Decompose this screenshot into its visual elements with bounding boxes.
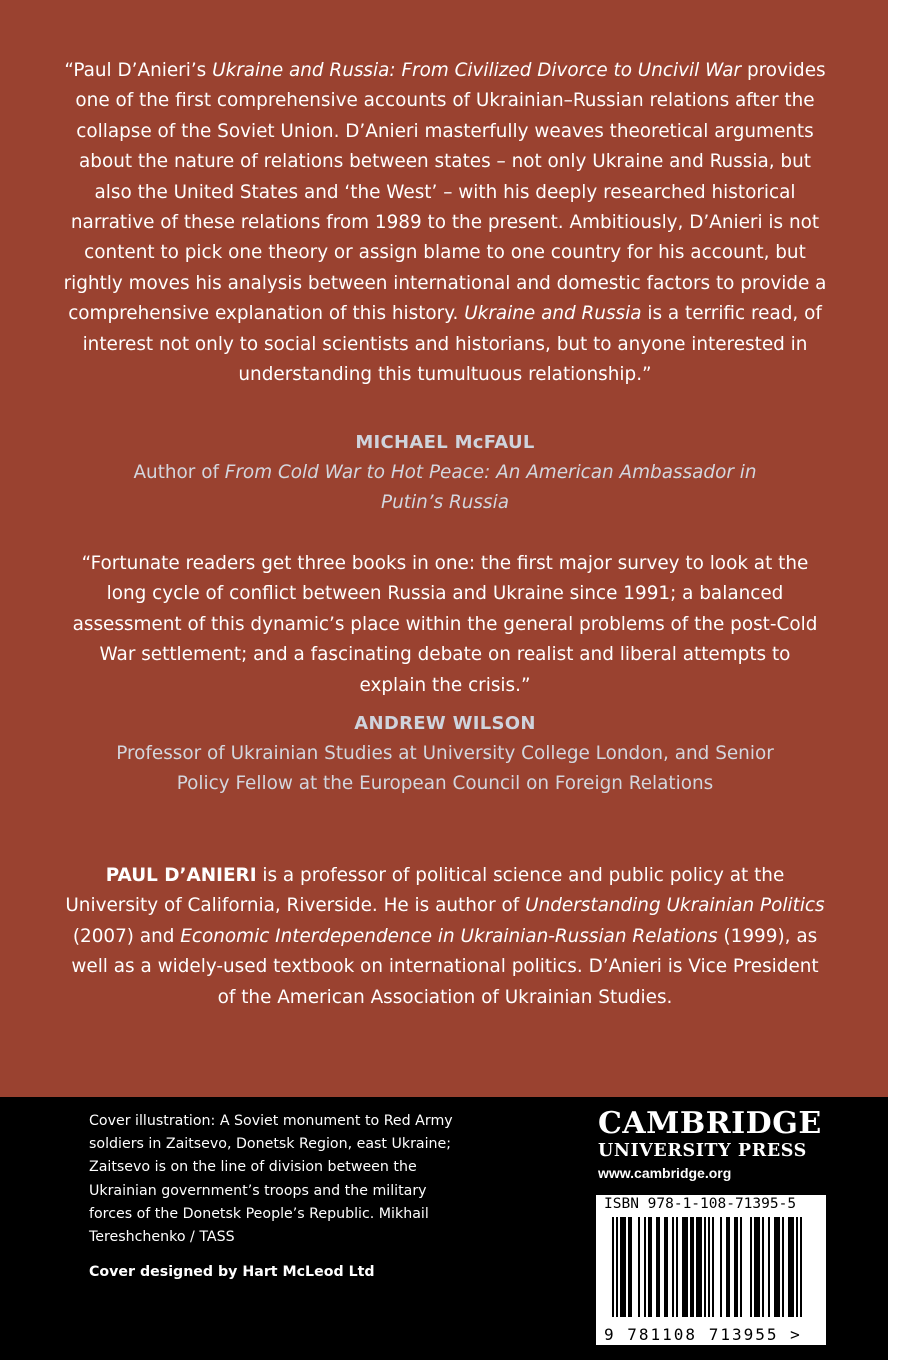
author-bio [60, 861, 830, 1013]
barcode-bar [796, 1217, 798, 1317]
barcode-bar [690, 1217, 692, 1317]
barcode-bar [778, 1217, 780, 1317]
barcode-bar [684, 1217, 686, 1317]
barcode-bar [700, 1217, 702, 1317]
barcode-bar [774, 1217, 776, 1317]
barcode-bar [628, 1217, 630, 1317]
footer-band [0, 1097, 888, 1360]
barcode-bar [736, 1217, 738, 1317]
endorser-role [60, 458, 830, 519]
barcode-bar [692, 1217, 694, 1317]
barcode-bar [616, 1217, 618, 1317]
page-edge [888, 0, 907, 1360]
bio-book-title: Understanding Ukrainian Politics [525, 895, 825, 917]
designer-credit: Cover designed by Hart McLeod Ltd [89, 1264, 375, 1280]
publisher-name: CAMBRIDGE [598, 1106, 822, 1141]
barcode-bar [762, 1217, 764, 1317]
endorser-name: ANDREW WILSON [354, 713, 536, 734]
quote-text: provides one of the first comprehensive accounts of Ukrainian–Russian relations after the collapse of the Soviet Union. D’Anieri masterfully weaves theoretical arguments about the nature of relations between states – not only Ukraine and Russia, but also the United States and ‘the West’ – with his deeply researched historical narrative of these relations from 1989 to the present. Ambitiously, D’Anieri is not content to pick one theory or assign blame to one country for his account, but rightly moves his analysis between international and domestic factors to provide a comprehensive explanation of this history. [63, 60, 827, 325]
barcode-bar [758, 1217, 760, 1317]
endorser-name: MICHAEL McFAUL [355, 432, 535, 453]
barcode-bar [676, 1217, 678, 1317]
cover-credit: Cover illustration: A Soviet monument to Red Army soldiers in Zaitsevo, Donetsk Region, east Ukraine; Zaitsevo is on the line of division between the Ukrainian government’s troops and the military forces of the Donetsk People’s Republic. Mikhail Tereshchenko / TASS [89, 1113, 453, 1246]
barcode-bar [800, 1217, 802, 1317]
bio-book-title: Economic Interdependence in Ukrainian-Russian Relations [180, 925, 718, 947]
barcode-bar [756, 1217, 758, 1317]
barcode-bar [624, 1217, 626, 1317]
barcode-bar [740, 1217, 742, 1317]
book-title: Ukraine and Russia [464, 303, 642, 325]
barcode-bar [726, 1217, 728, 1317]
quote-text: “Paul D’Anieri’s [64, 60, 213, 81]
author-name: PAUL D’ANIERI [105, 865, 257, 886]
endorsement-quote-mcfaul [60, 56, 830, 390]
barcode-bar [666, 1217, 668, 1317]
barcode-bar [638, 1217, 640, 1317]
barcode-bar [686, 1217, 688, 1317]
endorser-role: Professor of Ukrainian Studies at University College London, and Senior Policy Fellow at the European Council on Foreign Relations [116, 743, 774, 795]
barcode-bar [658, 1217, 660, 1317]
barcode-bar [768, 1217, 770, 1317]
endorsement-quote-wilson: “Fortunate readers get three books in one: the first major survey to look at the long cycle of conflict between Russia and Ukraine since 1991; a balanced assessment of this dynamic’s place within the general problems of the post-Cold War settlement; and a fascinating debate on realist and liberal attempts to explain the crisis.” [72, 553, 818, 696]
barcode-bar [672, 1217, 674, 1317]
role-prefix: Author of [133, 462, 225, 483]
barcode-bar [734, 1217, 736, 1317]
barcode-bar [644, 1217, 646, 1317]
bio-text: (2007) and [72, 925, 181, 947]
barcode-bar [648, 1217, 650, 1317]
barcode-bar [682, 1217, 684, 1317]
isbn-label: ISBN 978-1-108-71395-5 [604, 1196, 797, 1212]
barcode-digits: 9 781108 713955 > [604, 1325, 802, 1344]
barcode-bar [782, 1217, 784, 1317]
publisher-url: www.cambridge.org [598, 1165, 732, 1181]
barcode-bar [720, 1217, 722, 1317]
barcode-bar [712, 1217, 714, 1317]
book-title: Ukraine and Russia: From Civilized Divorce to Uncivil War [212, 60, 742, 81]
quote-text: is a terrific read, of interest not only to social scientists and historians, but to anyone interested in understanding this tumultuous relationship.” [82, 303, 822, 386]
barcode-bar [754, 1217, 756, 1317]
role-book-title: From Cold War to Hot Peace: An American Ambassador in Putin’s Russia [224, 462, 757, 514]
publisher-press: UNIVERSITY PRESS [598, 1141, 807, 1161]
barcode-bars [602, 1217, 820, 1325]
barcode-bar [788, 1217, 790, 1317]
barcode-bar [612, 1217, 614, 1317]
barcode-bar [790, 1217, 792, 1317]
barcode-bar [664, 1217, 666, 1317]
barcode-bar [656, 1217, 658, 1317]
barcode-bar [704, 1217, 706, 1317]
publisher-logo [598, 1107, 824, 1183]
barcode-bar [650, 1217, 652, 1317]
barcode-bar [792, 1217, 794, 1317]
barcode-bar [776, 1217, 778, 1317]
barcode [596, 1195, 826, 1345]
barcode-bar [622, 1217, 624, 1317]
barcode-bar [696, 1217, 698, 1317]
barcode-bar [728, 1217, 730, 1317]
barcode-bar [630, 1217, 632, 1317]
barcode-bar [620, 1217, 622, 1317]
barcode-bar [750, 1217, 752, 1317]
barcode-bar [698, 1217, 700, 1317]
barcode-bar [708, 1217, 710, 1317]
bio-text: is a professor of political science and public policy at the University of California, Riverside. He is author of [65, 865, 785, 917]
bio-text: (1999), as well as a widely-used textbook on international politics. D’Anieri is Vice President of the American Association of Ukrainian Studies. [71, 925, 819, 1008]
